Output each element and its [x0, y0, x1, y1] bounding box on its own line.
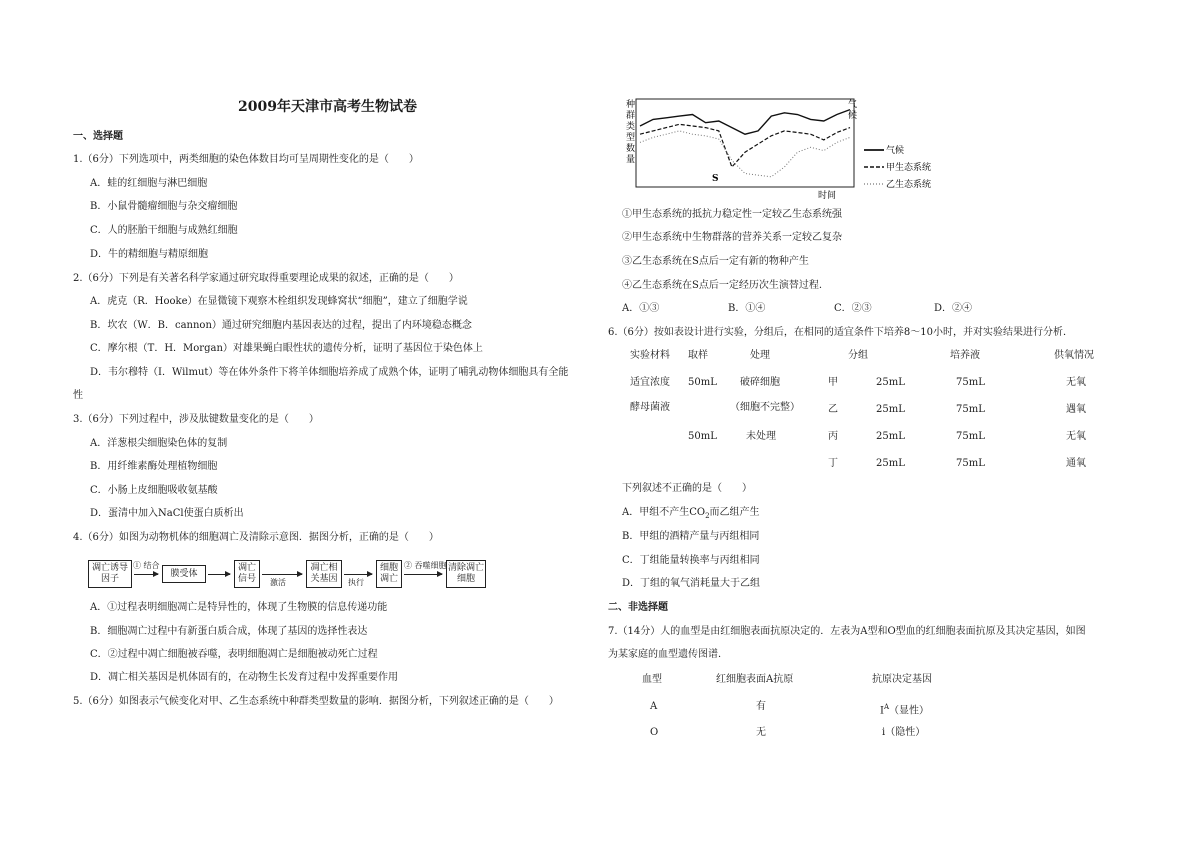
- q6-header-treat: 处理: [750, 350, 770, 361]
- chart-ylabel-char: 类: [626, 122, 636, 132]
- chart-ylabel: [626, 98, 635, 165]
- q6-option-a-sub: 2: [705, 512, 710, 520]
- flow-box-receptor: 膜受体: [162, 565, 206, 583]
- q1-stem: 1.（6分）下列选项中，两类细胞的染色体数目均可呈周期性变化的是（ ）: [73, 154, 419, 165]
- q6-row4-medium: 75mL: [956, 458, 985, 469]
- chart-series-line-2: [640, 124, 850, 167]
- chart-legend-label-2: 甲生态系统: [886, 163, 932, 173]
- q6-row1-treat: 破碎细胞: [740, 377, 780, 388]
- q7-stem-1: 7.（14分）人的血型是由红细胞表面抗原决定的．左表为A型和O型血的红细胞表面抗原及其决定基因，如图: [608, 626, 1086, 637]
- flow-box-genes: 凋亡相关基因: [306, 560, 342, 588]
- chart-series-line-1: [640, 110, 850, 135]
- q6-header-oxygen: 供氧情况: [1054, 350, 1094, 361]
- q7-rowA-gene-sup: A: [883, 703, 890, 711]
- q5-option-b[interactable]: B．①④: [728, 303, 766, 314]
- q6-material-line2: 酵母菌液: [630, 402, 670, 413]
- q6-option-d[interactable]: D．丁组的氧气消耗量大于乙组: [622, 578, 761, 589]
- q1-option-a[interactable]: A．蛙的红细胞与淋巴细胞: [90, 178, 208, 189]
- q5-line-chart: [622, 95, 982, 203]
- q4-stem: 4.（6分）如图为动物机体的细胞凋亡及清除示意图．据图分析，正确的是（ ）: [73, 532, 439, 543]
- flow-arrow-5: [404, 574, 442, 575]
- q4-option-a[interactable]: A．①过程表明细胞凋亡是特异性的，体现了生物膜的信息传递功能: [90, 602, 388, 613]
- q3-option-a[interactable]: A．洋葱根尖细胞染色体的复制: [90, 438, 228, 449]
- right-column: [600, 0, 1200, 848]
- q6-row2-medium: 75mL: [956, 404, 985, 415]
- chart-ylabel-char: 型: [626, 133, 636, 143]
- q5-statement-2: ②甲生态系统中生物群落的营养关系一定较乙复杂: [622, 232, 842, 243]
- q2-option-d[interactable]: D．韦尔穆特（I．Wilmut）等在体外条件下将羊体细胞培养成了成熟个体，证明了哺乳动物体细胞具有全能: [90, 367, 569, 378]
- q7-rowO-type: O: [650, 727, 659, 738]
- chart-frame: [636, 99, 854, 187]
- q6-row3-group: 丙: [828, 431, 838, 442]
- q4-option-c[interactable]: C．②过程中凋亡细胞被吞噬，表明细胞凋亡是细胞被动死亡过程: [90, 649, 378, 660]
- chart-ylabel-right-char: 气: [848, 100, 858, 110]
- q6-row3-medium: 75mL: [956, 431, 985, 442]
- q6-row1-vol: 25mL: [876, 377, 905, 388]
- q2-option-b[interactable]: B．坎农（W．B．cannon）通过研究细胞内基因表达的过程，提出了内环境稳态概念: [90, 320, 472, 331]
- q7-rowA-type: A: [650, 701, 658, 712]
- q6-stem: 6.（6分）按如表设计进行实验，分组后，在相同的适宜条件下培养8～10小时，并对实验结果进行分析．: [608, 327, 1073, 338]
- flow-label-execute: 执行: [348, 578, 364, 587]
- flow-box-inducer: 凋亡诱导因子: [88, 560, 132, 588]
- q6-row4-group: 丁: [828, 458, 838, 469]
- q6-table: [600, 346, 1200, 476]
- q5-statement-1: ①甲生态系统的抵抗力稳定性一定较乙生态系统强: [622, 209, 842, 220]
- flow-label-phagocyte: ② 吞噬细胞: [404, 561, 447, 570]
- q6-row1-oxygen: 无氧: [1066, 377, 1086, 388]
- q2-option-a[interactable]: A．虎克（R．Hooke）在显微镜下观察木栓组织发现蜂窝状“细胞”，建立了细胞学说: [90, 296, 468, 307]
- q2-option-c[interactable]: C．摩尔根（T．H．Morgan）对雄果蝇白眼性状的遗传分析，证明了基因位于染色体上: [90, 343, 483, 354]
- chart-legend-label-3: 乙生态系统: [886, 180, 932, 190]
- q5-option-d[interactable]: D．②④: [934, 303, 973, 314]
- q1-option-c[interactable]: C．人的胚胎干细胞与成熟红细胞: [90, 225, 238, 236]
- q1-option-b[interactable]: B．小鼠骨髓瘤细胞与杂交瘤细胞: [90, 201, 238, 212]
- q6-row2-group: 乙: [828, 404, 838, 415]
- q6-material-line1: 适宜浓度: [630, 377, 670, 388]
- q6-header-group: 分组: [848, 350, 868, 361]
- chart-ylabel-char: 群: [626, 111, 636, 121]
- q7-rowA-gene-base: I: [880, 705, 884, 717]
- q1-option-d[interactable]: D．牛的精细胞与精原细胞: [90, 249, 209, 260]
- q6-row3-treat: 未处理: [746, 431, 776, 442]
- q6-header-material: 实验材料: [630, 350, 670, 361]
- q7-stem-2: 为某家庭的血型遗传图谱．: [608, 649, 728, 660]
- q6-option-a-post: 而乙组产生: [709, 507, 760, 518]
- q6-row3-oxygen: 无氧: [1066, 431, 1086, 442]
- q5-statement-4: ④乙生态系统在S点后一定经历次生演替过程.: [622, 280, 823, 291]
- q3-stem: 3.（6分）下列过程中，涉及肽键数量变化的是（ ）: [73, 414, 319, 425]
- flow-arrow-2: [208, 574, 230, 575]
- chart-ylabel-char: 数: [626, 144, 636, 154]
- q6-row3-sample: 50mL: [688, 431, 717, 442]
- flow-box-signal: 凋亡信号: [234, 560, 260, 588]
- flow-box-clearance: 清除凋亡细胞: [446, 560, 486, 588]
- q2-option-d-cont: 性: [73, 390, 83, 401]
- flow-label-bind: ① 结合: [133, 561, 160, 570]
- q6-option-b[interactable]: B．甲组的酒精产量与丙组相同: [622, 531, 760, 542]
- q3-option-b[interactable]: B．用纤维素酶处理植物细胞: [90, 461, 218, 472]
- q6-row1-medium: 75mL: [956, 377, 985, 388]
- q6-option-c[interactable]: C．丁组能量转换率与丙组相同: [622, 555, 760, 566]
- q7-header-type: 血型: [642, 674, 662, 685]
- chart-ylabel-char: 量: [626, 155, 636, 165]
- section-nonchoice: 二、非选择题: [608, 602, 668, 613]
- q6-prompt: 下列叙述不正确的是（ ）: [622, 483, 752, 494]
- q4-option-d[interactable]: D．凋亡相关基因是机体固有的，在动物生长发育过程中发挥重要作用: [90, 672, 399, 683]
- q6-row2-treat: （细胞不完整）: [730, 402, 800, 413]
- q6-row3-vol: 25mL: [876, 431, 905, 442]
- q6-header-sample: 取样: [688, 350, 708, 361]
- q7-table: [600, 670, 1200, 750]
- page-title: 2009年天津市高考生物试卷: [238, 99, 417, 115]
- q5-stem: 5.（6分）如图表示气候变化对甲、乙生态系统中种群类型数量的影响．据图分析，下列叙述正确的是（ ）: [73, 696, 559, 707]
- flow-arrow-1: [134, 574, 158, 575]
- q6-row1-sample: 50mL: [688, 377, 717, 388]
- chart-legend-label-1: 气候: [886, 146, 905, 156]
- flow-label-activate: 激活: [270, 578, 286, 587]
- q7-header-gene: 抗原决定基因: [872, 674, 932, 685]
- q7-rowA-antigen: 有: [756, 701, 766, 712]
- chart-ylabel-right-char: 候: [848, 111, 858, 121]
- q5-statement-3: ③乙生态系统在S点后一定有新的物种产生: [622, 256, 809, 267]
- q6-header-medium: 培养液: [950, 350, 980, 361]
- flow-arrow-4: [344, 574, 372, 575]
- q3-option-d[interactable]: D．蛋清中加入NaCl使蛋白质析出: [90, 508, 244, 519]
- chart-xlabel: 时间: [818, 191, 837, 201]
- q7-rowO-gene: i（隐性）: [882, 727, 926, 738]
- q5-option-a[interactable]: A．①③: [622, 303, 660, 314]
- flow-box-apoptosis: 细胞凋亡: [376, 560, 402, 588]
- q6-row4-vol: 25mL: [876, 458, 905, 469]
- chart-ylabel-char: 种: [626, 100, 636, 110]
- apoptosis-flow-diagram: [88, 557, 488, 591]
- q4-option-b[interactable]: B．细胞凋亡过程中有新蛋白质合成，体现了基因的选择性表达: [90, 626, 368, 637]
- q7-rowA-gene-note: （显性）: [889, 705, 930, 717]
- chart-point-s: S: [712, 174, 719, 184]
- q7-rowA-gene: [880, 700, 929, 718]
- q3-option-c[interactable]: C．小肠上皮细胞吸收氨基酸: [90, 485, 218, 496]
- q6-row1-group: 甲: [828, 377, 838, 388]
- section-choice: 一、选择题: [73, 131, 123, 142]
- q7-header-antigen: 红细胞表面A抗原: [716, 674, 794, 685]
- q7-rowO-antigen: 无: [756, 727, 766, 738]
- q6-row4-oxygen: 通氧: [1066, 458, 1086, 469]
- q2-stem: 2.（6分）下列是有关著名科学家通过研究取得重要理论成果的叙述，正确的是（ ）: [73, 273, 459, 284]
- flow-arrow-3: [262, 574, 302, 575]
- q5-option-c[interactable]: C．②③: [834, 303, 872, 314]
- q6-option-a-pre: A．甲组不产生CO: [622, 507, 706, 518]
- q6-row2-vol: 25mL: [876, 404, 905, 415]
- q6-option-a[interactable]: [622, 506, 760, 523]
- q6-row2-oxygen: 遇氧: [1066, 404, 1086, 415]
